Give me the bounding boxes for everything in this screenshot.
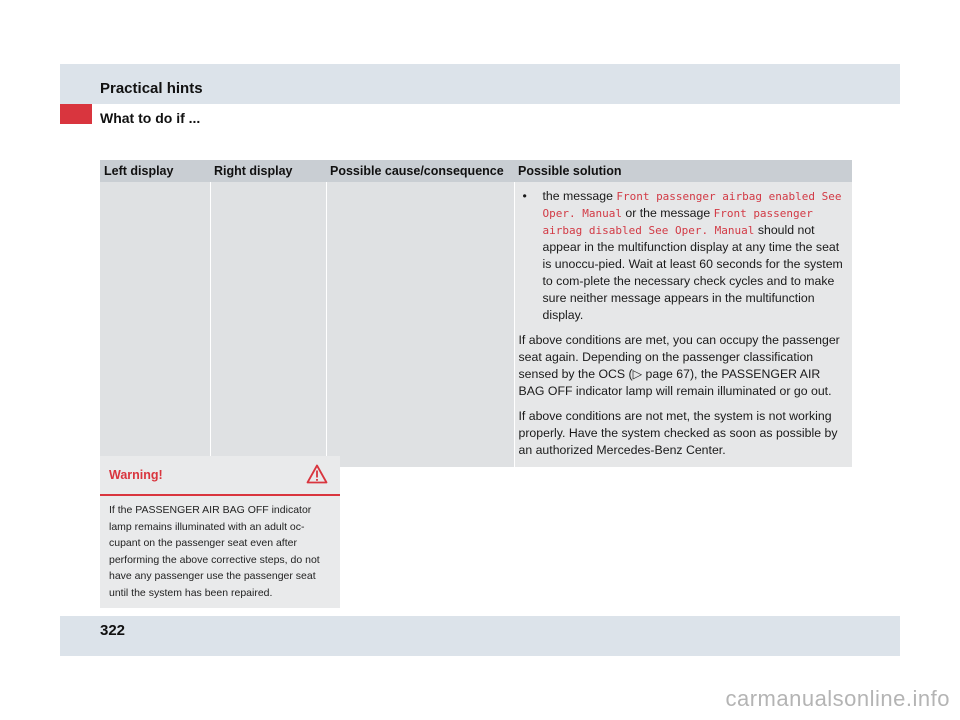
table-header-row	[100, 160, 852, 182]
bullet-rest: should not appear in the multifunction display at any time the seat is unoccu-pied. Wait at least 60 seconds for the system to com-plete the necessary check cycles and to make sure neither message appears in the multifunction display.	[542, 223, 843, 322]
bullet-text	[543, 188, 849, 324]
column-header-possible-cause: Possible cause/consequence	[326, 160, 514, 182]
warning-text: If the PASSENGER AIR BAG OFF indicator lamp remains illuminated with an adult oc-cupant on the passenger seat even after performing the above corrective steps, do not have any passenger use the passenger seat until the system has been repaired.	[109, 504, 320, 599]
warning-box	[100, 456, 340, 608]
page-number: 322	[100, 622, 126, 639]
section-marker	[60, 104, 92, 124]
watermark: carmanualsonline.info	[725, 686, 950, 711]
possible-cause-cell	[326, 182, 514, 467]
column-header-left-display: Left display	[100, 160, 210, 182]
warning-header	[100, 456, 340, 496]
bullet-mid: or the message	[621, 206, 714, 220]
table-row	[100, 182, 852, 467]
display-message-disabled: Front passenger airbag disabled See Oper. Manual	[542, 207, 813, 237]
footer-band	[60, 616, 900, 656]
section-title: Practical hints	[100, 80, 203, 97]
solution-paragraph-not-met: If above conditions are not met, the system is not working properly. Have the system checked as soon as possible by an authorized Mercedes-Benz Center.	[518, 409, 838, 457]
bullet-icon: •	[522, 189, 527, 203]
display-message-enabled: Front passenger airbag enabled See Oper. Manual	[542, 190, 842, 220]
subsection-title: What to do if ...	[100, 110, 201, 126]
warning-triangle-icon	[306, 464, 328, 484]
bullet-intro: the message	[542, 189, 617, 203]
warning-title: Warning!	[109, 468, 163, 482]
solution-paragraph-met: If above conditions are met, you can occupy the passenger seat again. Depending on the passenger classification sensed by the OCS (▷ page 67), the PASSENGER AIR BAG OFF indicator lamp will remain illuminated or go out.	[518, 333, 840, 398]
hints-table	[100, 160, 852, 467]
right-display-cell	[210, 182, 326, 467]
list-item	[519, 188, 849, 324]
possible-solution-cell	[514, 182, 852, 467]
left-display-cell	[100, 182, 210, 467]
column-header-possible-solution: Possible solution	[514, 160, 852, 182]
column-header-right-display: Right display	[210, 160, 326, 182]
